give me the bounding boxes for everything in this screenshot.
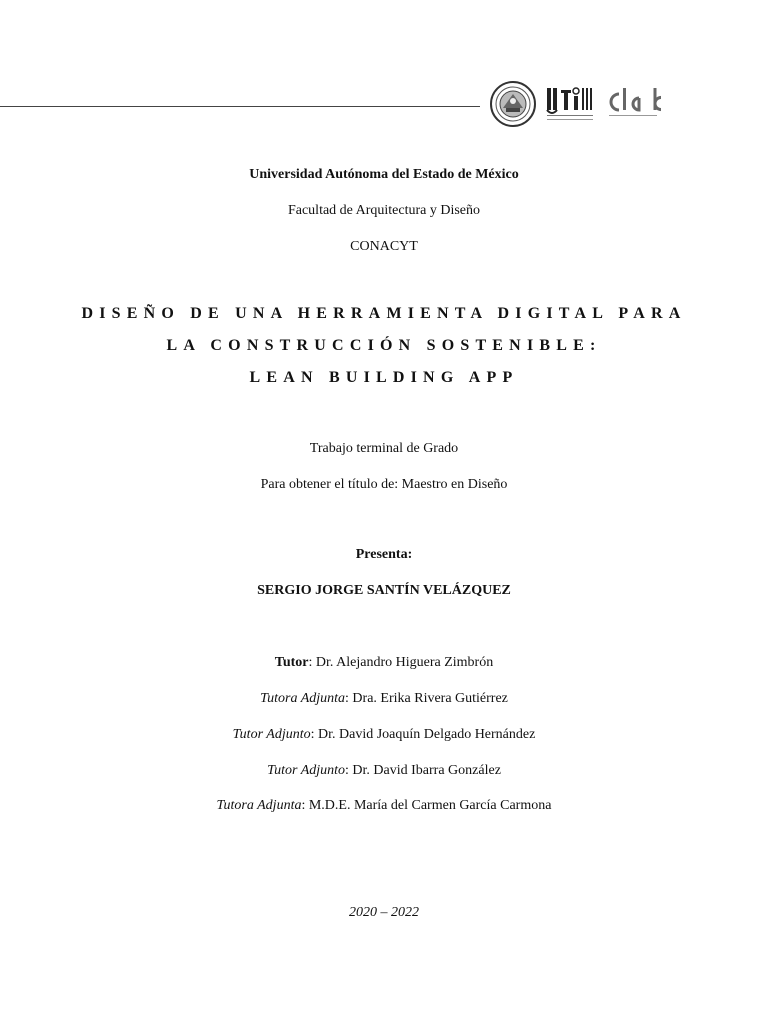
advisor-separator: : [310,727,318,742]
advisor-line [0,690,768,708]
advisor-line [0,762,768,780]
advisor-separator: : [308,655,316,670]
period-years: 2020 – 2022 [349,905,419,920]
council-name: CONACYT [350,239,418,254]
advisor-role: Tutora Adjunta [216,798,302,813]
work-type: Trabajo terminal de Grado [309,441,459,456]
advisor-role: Tutor [274,655,309,670]
presenter-label: Presenta: [355,547,413,562]
advisor-name: Dr. David Joaquín Delgado Hernández [318,727,536,742]
advisor-role: Tutor Adjunto [232,727,311,742]
presenter-name: SERGIO JORGE SANTÍN VELÁZQUEZ [257,583,511,598]
header-rule [0,106,480,107]
advisor-separator: : [301,798,309,813]
advisor-name: Dr. David Ibarra González [352,763,501,778]
advisor-role: Tutora Adjunta [260,691,346,706]
university-name: Universidad Autónoma del Estado de México [249,167,519,182]
faad-logo-icon [545,82,597,126]
advisor-line [0,797,768,815]
advisor-role: Tutor Adjunto [267,763,346,778]
thesis-title-line-1: DISEÑO DE UNA HERRAMIENTA DIGITAL PARA [81,305,687,322]
thesis-title-line-3: LEAN BUILDING APP [249,369,519,386]
university-seal-icon [489,80,537,128]
thesis-title-line-2: LA CONSTRUCCIÓN SOSTENIBLE: [166,337,602,354]
advisor-name: M.D.E. María del Carmen García Carmona [308,798,552,813]
faculty-name: Facultad de Arquitectura y Diseño [287,203,481,218]
advisor-name: Dr. Alejandro Higuera Zimbrón [315,655,494,670]
advisor-separator: : [345,691,353,706]
advisor-name: Dra. Erika Rivera Gutiérrez [352,691,508,706]
header-logos [489,80,661,128]
advisor-separator: : [345,763,353,778]
advisor-line [0,726,768,744]
advisor-line [0,654,768,672]
degree-sought: Para obtener el título de: Maestro en Diseño [260,477,508,492]
ciad-logo-icon [605,84,661,124]
